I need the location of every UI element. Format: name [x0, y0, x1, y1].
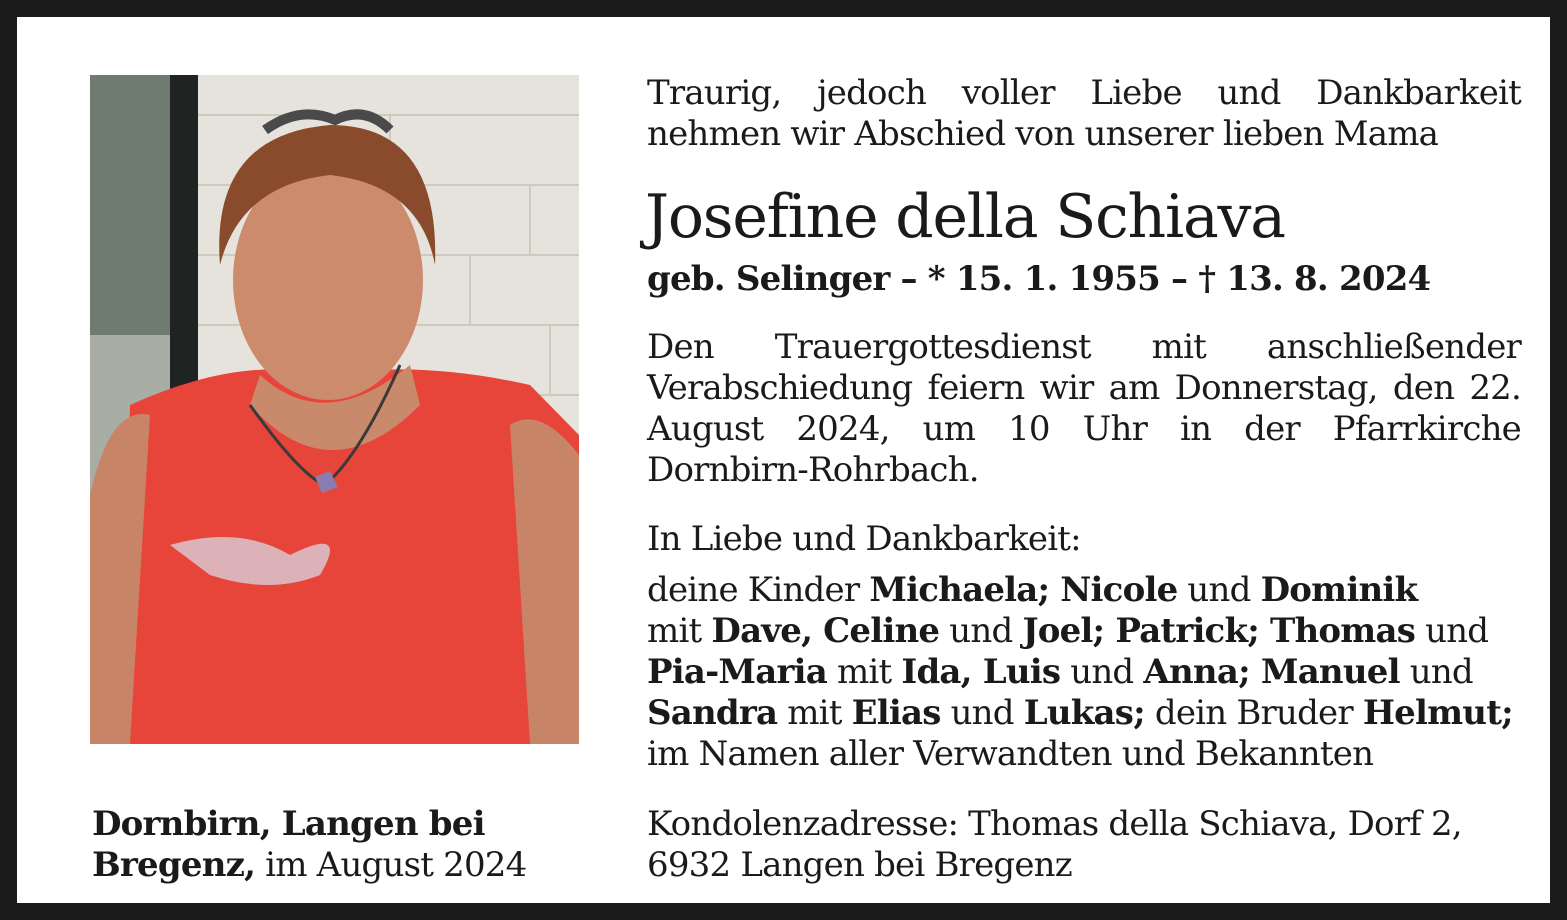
family-name: Joel; Patrick; Thomas: [1022, 611, 1416, 651]
family-name: Sandra: [647, 693, 778, 733]
portrait-photo: [90, 75, 579, 744]
family-text: und: [940, 693, 1024, 733]
place-line-2-rest: im August 2024: [255, 845, 527, 885]
condolence-address: [647, 804, 1521, 886]
life-dates: geb. Selinger – * 15. 1. 1955 – † 13. 8. 2024: [647, 259, 1431, 299]
family-text: mit: [647, 611, 712, 651]
service-announcement: Den Trauergottesdienst mit anschließender Verabschiedung feiern wir am Donnerstag, den 22. August 2024, um 10 Uhr in der Pfarrkirche Dornbirn-Rohrbach.: [647, 327, 1521, 490]
family-text: im Namen aller Verwandten und Bekannten: [647, 734, 1374, 774]
family-name: Helmut;: [1362, 693, 1513, 733]
family-text: mit: [777, 693, 852, 733]
family-name: Lukas;: [1023, 693, 1145, 733]
family-text: und: [939, 611, 1023, 651]
family-text: dein Bruder: [1144, 693, 1363, 733]
family-text: mit: [826, 652, 902, 692]
family-text: und: [1177, 570, 1261, 610]
family-name: Elias: [851, 693, 941, 733]
family-name: Dominik: [1260, 570, 1418, 610]
family-name: Anna; Manuel: [1143, 652, 1400, 692]
thanks-heading: In Liebe und Dankbarkeit:: [647, 519, 1081, 559]
place-and-date: [92, 804, 612, 886]
family-text: deine Kinder: [647, 570, 870, 610]
death-date: † 13. 8. 2024: [1198, 259, 1431, 299]
family-name: Michaela; Nicole: [869, 570, 1178, 610]
family-text: und: [1060, 652, 1144, 692]
family-name: Dave, Celine: [711, 611, 940, 651]
family-list: [647, 570, 1521, 775]
birth-name: geb. Selinger: [647, 259, 890, 299]
birth-date: * 15. 1. 1955: [927, 259, 1160, 299]
deceased-name: Josefine della Schiava: [645, 182, 1285, 252]
address-line-2: 6932 Langen bei Bregenz: [647, 845, 1072, 885]
family-text: und: [1399, 652, 1473, 692]
address-line-1: Kondolenzadresse: Thomas della Schiava, Dorf 2,: [647, 804, 1462, 844]
family-name: Pia-Maria: [647, 652, 827, 692]
family-name: Ida, Luis: [901, 652, 1061, 692]
place-line-2-bold: Bregenz,: [92, 845, 256, 885]
place-line-1: Dornbirn, Langen bei: [92, 804, 485, 844]
family-text: und: [1415, 611, 1489, 651]
intro-text: Traurig, jedoch voller Liebe und Dankbarkeit nehmen wir Abschied von unserer lieben Mama: [647, 73, 1521, 154]
